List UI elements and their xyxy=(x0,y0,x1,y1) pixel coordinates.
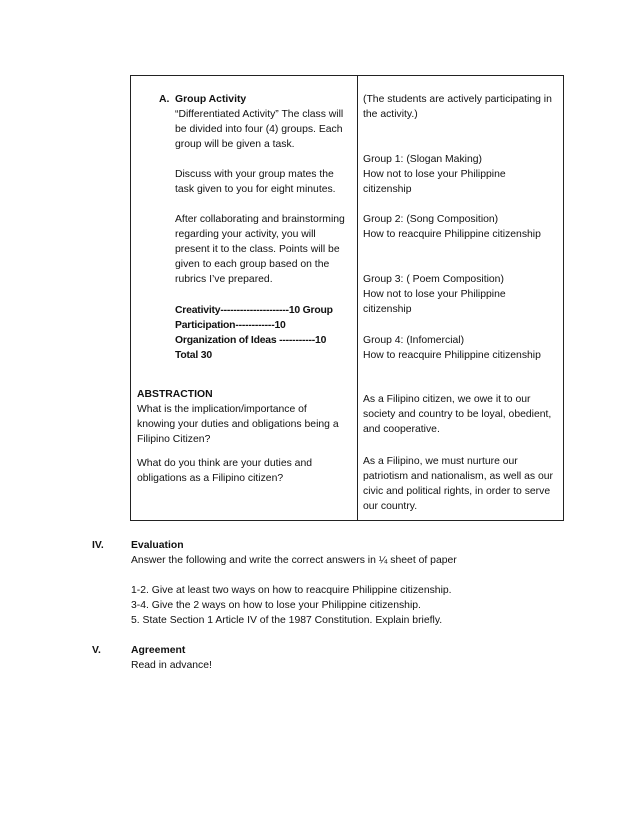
evaluation-item: 3-4. Give the 2 ways on how to lose your Philippine citizenship. xyxy=(131,600,421,611)
section-number: IV. xyxy=(92,540,104,551)
rubric-line: Participation------------10 xyxy=(175,320,286,331)
section-title: Evaluation xyxy=(131,540,184,551)
participation-note xyxy=(363,92,561,122)
discuss-line: Discuss with your group mates the xyxy=(175,169,334,180)
note-line: the activity.) xyxy=(363,109,418,120)
group-activity-line: “Differentiated Activity” The class will xyxy=(175,109,344,120)
group-line: How not to lose your Philippine xyxy=(363,169,506,180)
group-line: citizenship xyxy=(363,184,412,195)
rubric-line: Total 30 xyxy=(175,350,212,361)
lesson-table xyxy=(130,75,564,521)
group-1-task xyxy=(363,152,561,197)
after-line: rubrics I’ve prepared. xyxy=(175,274,273,285)
group-line: Group 1: (Slogan Making) xyxy=(363,154,482,165)
group-3-task xyxy=(363,272,561,317)
after-line: After collaborating and brainstorming xyxy=(175,214,345,225)
group-activity-line: be divided into four (4) groups. Each xyxy=(175,124,343,135)
group-activity-title: Group Activity xyxy=(175,94,247,105)
after-block xyxy=(137,212,355,287)
abstraction-question: obligations as a Filipino citizen? xyxy=(137,473,284,484)
after-line: regarding your activity, you will xyxy=(175,229,316,240)
answer-line: our country. xyxy=(363,501,418,512)
after-line: given to each group based on the xyxy=(175,259,330,270)
answer-line: society and country to be loyal, obedient, xyxy=(363,409,552,420)
rubric-line: Creativity---------------------10 Group xyxy=(175,305,333,316)
abstraction-question: knowing your duties and obligations being a xyxy=(137,419,339,430)
answer-line: civic and political rights, in order to serve xyxy=(363,486,551,497)
abstraction-question: Filipino Citizen? xyxy=(137,434,211,445)
after-line: present it to the class. Points will be xyxy=(175,244,340,255)
group-line: Group 4: (Infomercial) xyxy=(363,335,465,346)
column-divider xyxy=(357,76,358,520)
group-2-task xyxy=(363,212,561,242)
evaluation-item: 1-2. Give at least two ways on how to reacquire Philippine citizenship. xyxy=(131,585,452,596)
group-4-task xyxy=(363,333,561,363)
discuss-line: task given to you for eight minutes. xyxy=(175,184,336,195)
group-activity-block xyxy=(137,92,355,152)
abstraction-title: ABSTRACTION xyxy=(137,389,213,400)
section-number: V. xyxy=(92,645,101,656)
group-line: How to reacquire Philippine citizenship xyxy=(363,229,541,240)
answer-1 xyxy=(363,392,561,437)
discuss-block xyxy=(137,167,355,197)
answer-line: As a Filipino, we must nurture our xyxy=(363,456,518,467)
section-title: Agreement xyxy=(131,645,186,656)
abstraction-question: What do you think are your duties and xyxy=(137,458,313,469)
group-line: Group 3: ( Poem Composition) xyxy=(363,274,504,285)
answer-2 xyxy=(363,454,561,514)
answer-line: As a Filipino citizen, we owe it to our xyxy=(363,394,531,405)
group-activity-marker: A. xyxy=(159,94,170,105)
group-activity-line: group will be given a task. xyxy=(175,139,295,150)
abstraction-question: What is the implication/importance of xyxy=(137,404,307,415)
evaluation-instruction: Answer the following and write the correct answers in ¼ sheet of paper xyxy=(131,555,457,566)
answer-line: and cooperative. xyxy=(363,424,440,435)
rubric-block xyxy=(137,303,355,363)
note-line: (The students are actively participating in xyxy=(363,94,552,105)
group-line: Group 2: (Song Composition) xyxy=(363,214,499,225)
abstraction-block xyxy=(137,387,355,447)
rubric-line: Organization of Ideas -----------10 xyxy=(175,335,327,346)
answer-line: patriotism and nationalism, as well as our xyxy=(363,471,554,482)
group-line: How to reacquire Philippine citizenship xyxy=(363,350,541,361)
abstraction-question-2 xyxy=(137,456,355,486)
group-line: How not to lose your Philippine xyxy=(363,289,506,300)
group-line: citizenship xyxy=(363,304,412,315)
evaluation-item: 5. State Section 1 Article IV of the 1987 Constitution. Explain briefly. xyxy=(131,615,443,626)
agreement-text: Read in advance! xyxy=(131,660,212,671)
